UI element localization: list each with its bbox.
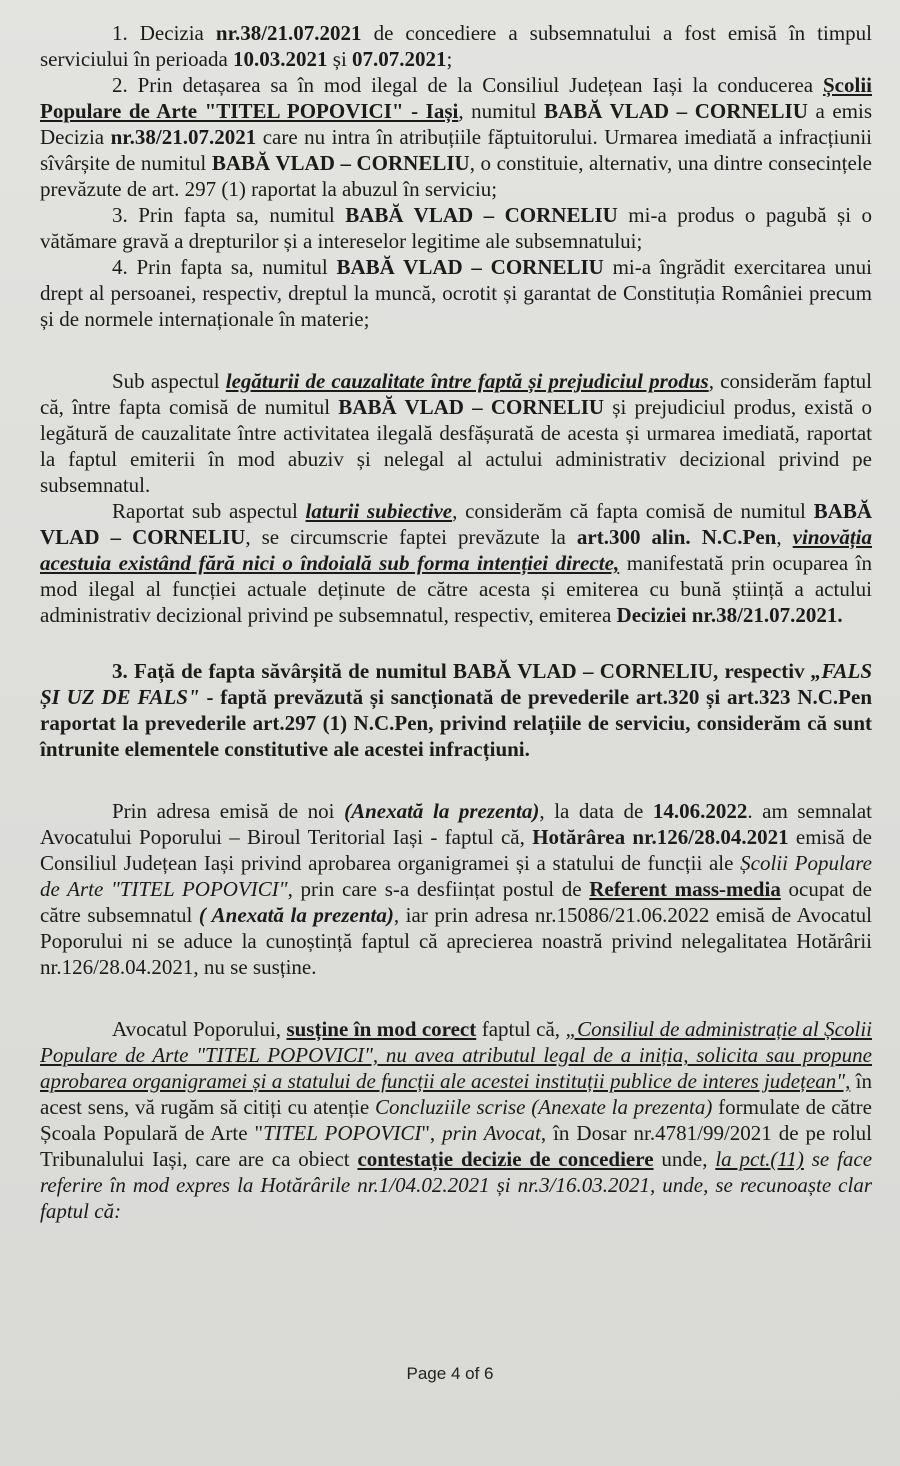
text-run: art.300 alin. N.C.Pen	[576, 525, 777, 549]
text-run: „Consiliul de administrație al Școlii Populare de Arte "TITEL POPOVICI", nu avea atributul legal de a iniția, solicita sau propune aprobarea organigramei și a statului de funcții ale acestei instituții publice de interes județean",	[40, 1017, 873, 1093]
text-run: la pct.(11)	[715, 1147, 804, 1171]
text-run: BABĂ VLAD – CORNELIU	[338, 395, 605, 419]
text-run: Avocatul Poporului,	[112, 1017, 287, 1041]
text-run: susține în mod corect	[286, 1017, 477, 1041]
text-run: faptul că,	[476, 1017, 566, 1041]
text-run: 3. Prin fapta sa, numitul	[112, 203, 346, 227]
text-run: , prin care s-a desființat postul de	[287, 877, 590, 901]
text-run: 1. Decizia	[112, 21, 216, 45]
text-run: Școlii Populare de Arte "TITEL POPOVICI" - Iași	[40, 73, 872, 123]
text-run: laturii subiective	[305, 499, 453, 523]
text-run: prin Avocat	[442, 1121, 541, 1145]
text-run: . am semnalat Avocatului Poporului – Biroul Teritorial Iași - faptul că,	[40, 799, 873, 849]
text-run: care nu intra în atribuțiile făptuitorului. Urmarea imediată a infracțiunii sîvârșite de numitul	[40, 125, 872, 175]
text-run: ;	[446, 47, 453, 71]
text-run: BABĂ VLAD – CORNELIU	[211, 151, 470, 175]
text-run: , se circumscrie faptei prevăzute la	[245, 525, 577, 549]
text-run: 4. Prin fapta sa, numitul	[112, 255, 337, 279]
text-run: ( Anexată la prezenta)	[198, 903, 394, 927]
text-run: Prin adresa emisă de noi	[112, 799, 345, 823]
text-run: „FALS ȘI UZ DE FALS"	[40, 659, 872, 709]
text-run: , în Dosar nr.4781/99/2021 de pe rolul Tribunalului Iași, care are ca obiect	[40, 1121, 872, 1171]
paragraph-p5	[40, 368, 872, 498]
text-run: 14.06.2022	[652, 799, 748, 823]
paragraph-p7	[40, 658, 872, 762]
text-run: manifestată prin ocuparea în mod ilegal al funcției actuale deținute de către acesta și emiterea cu bună știință a actului administrativ decizional privind pe subsemnatul, respectiv, emiterea	[40, 551, 872, 627]
text-run: , numitul	[458, 99, 545, 123]
text-run: nr.38/21.07.2021	[215, 21, 362, 45]
text-run: , considerăm faptul că, între fapta comisă de numitul	[40, 369, 873, 419]
text-run: emisă de Consiliul Județean Iași privind aprobarea organigramei și a statului de funcții ale	[40, 825, 872, 875]
text-run	[804, 1147, 812, 1171]
text-run: Referent mass-media	[589, 877, 781, 901]
text-run: și prejudiciul produs, există o legătură de cauzalitate între activitatea ilegală desfășurată de acesta și urmarea imediată, raportat la faptul emiterii în mod abuziv și nelegal al actului administrativ decizional privind pe subsemnatul.	[40, 395, 872, 497]
text-run: , la data de	[539, 799, 653, 823]
text-run: Hotărârea nr.126/28.04.2021	[532, 825, 789, 849]
text-run: 10.03.2021	[233, 47, 328, 71]
text-run: TITEL POPOVICI	[263, 1121, 422, 1145]
text-run: Școlii Populare de Arte "TITEL POPOVICI"	[40, 851, 872, 901]
text-run: 07.07.2021	[352, 47, 447, 71]
paragraph-p3	[40, 202, 872, 254]
page-number: Page 4 of 6	[406, 1364, 494, 1383]
paragraph-p1	[40, 20, 872, 72]
text-run: și	[327, 47, 353, 71]
text-run: Concluziile scrise (Anexate la prezenta)	[375, 1095, 713, 1119]
paragraph-p9	[40, 1016, 872, 1224]
paragraph-p8	[40, 798, 872, 980]
text-run: (Anexată la prezenta)	[344, 799, 540, 823]
paragraph-p2	[40, 72, 872, 202]
text-run: BABĂ VLAD – CORNELIU	[40, 499, 872, 549]
text-run: nr.38/21.07.2021	[110, 125, 257, 149]
text-run: Raportat sub aspectul	[112, 499, 306, 523]
text-run: a emis Decizia	[40, 99, 872, 149]
text-run: ,	[776, 525, 793, 549]
document-body	[40, 20, 872, 1224]
text-run: 2. Prin detașarea sa în mod ilegal de la Consiliul Județean Iași la conducerea	[112, 73, 823, 97]
paragraph-p4	[40, 254, 872, 332]
text-run: de concediere a subsemnatului a fost emisă în timpul serviciului în perioada	[40, 21, 872, 71]
text-run: în acest sens, vă rugăm să citiți cu atenție	[40, 1069, 872, 1119]
text-run: ocupat de către subsemnatul	[40, 877, 872, 927]
text-run: 3. Față de fapta săvârșită de numitul BABĂ VLAD – CORNELIU, respectiv	[112, 659, 811, 683]
text-run: vinovăția acestuia existând fără nici o îndoială sub forma intenției directe,	[40, 525, 872, 575]
text-run: legăturii de cauzalitate între faptă și prejudiciul produs	[225, 369, 709, 393]
text-run: , considerăm că fapta comisă de numitul	[452, 499, 814, 523]
text-run: BABĂ VLAD – CORNELIU	[336, 255, 604, 279]
paragraph-p6	[40, 498, 872, 628]
text-run: mi-a îngrădit exercitarea unui drept al persoanei, respectiv, dreptul la muncă, ocrotit și garantat de Constituția României precum și de normele internaționale în materie;	[40, 255, 872, 331]
text-run: contestație decizie de concediere	[357, 1147, 654, 1171]
text-run: Deciziei nr.38/21.07.2021.	[616, 603, 843, 627]
text-run: , o constituie, alternativ, una dintre consecințele prevăzute de art. 297 (1) raportat la abuzul în serviciu;	[40, 151, 872, 201]
text-run: - faptă prevăzută și sancționată de prevederile art.320 și art.323 N.C.Pen raportat la prevederile art.297 (1) N.C.Pen, privind relațiile de serviciu, considerăm că sunt întrunite elementele constitutive ale acestei infracțiuni.	[40, 685, 872, 761]
text-run: formulate de către Școala Populară de Arte "	[40, 1095, 872, 1145]
text-run: ",	[421, 1121, 443, 1145]
text-run: mi-a produs o pagubă și o vătămare gravă a drepturilor și a intereselor legitime ale subsemnatului;	[40, 203, 873, 253]
text-run: Sub aspectul	[112, 369, 226, 393]
text-run: BABĂ VLAD – CORNELIU	[544, 99, 808, 123]
text-run: se face referire în mod expres la Hotărârile nr.1/04.02.2021 și nr.3/16.03.2021, unde, se recunoaște clar faptul că:	[40, 1147, 873, 1223]
text-run: BABĂ VLAD – CORNELIU	[345, 203, 618, 227]
text-run: unde,	[653, 1147, 716, 1171]
text-run: , iar prin adresa nr.15086/21.06.2022 emisă de Avocatul Poporului ni se aduce la cunoștință faptul că aprecierea noastră privind nelegalitatea Hotărârii nr.126/28.04.2021, nu se susține.	[40, 903, 873, 979]
